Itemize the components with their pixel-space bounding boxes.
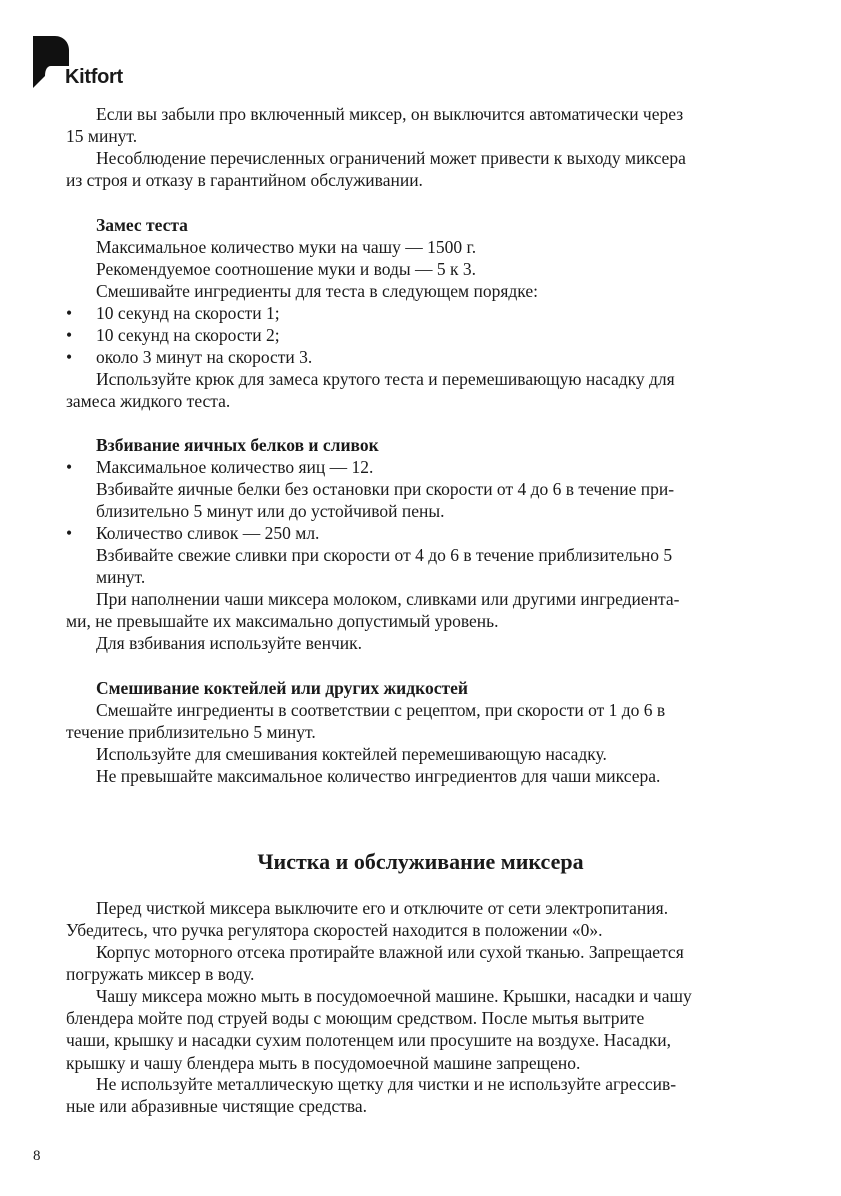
text-line: из строя и отказу в гарантийном обслуживании. <box>66 170 423 191</box>
text-line: течение приблизительно 5 минут. <box>66 722 316 743</box>
paragraph-cream <box>96 544 776 588</box>
text-line: 15 минут. <box>66 126 138 147</box>
text-line: При наполнении чаши миксера молоком, сливками или другими ингредиента- <box>96 589 680 609</box>
text-line: Максимальное количество муки на чашу — 1500 г. <box>96 237 477 257</box>
paragraph-bowl-washing <box>66 985 776 1074</box>
text-line: Взбивайте свежие сливки при скорости от 4 до 6 в течение приблизительно 5 <box>96 545 673 565</box>
list-item-text: около 3 минут на скорости 3. <box>96 347 313 367</box>
heading-cocktails: Смешивание коктейлей или других жидкостей <box>96 678 468 698</box>
section-title: Чистка и обслуживание миксера <box>257 849 584 874</box>
list-item-text: Количество сливок — 250 мл. <box>96 523 320 543</box>
heading-whipping: Взбивание яичных белков и сливок <box>96 435 379 455</box>
text-line: минут. <box>96 567 146 588</box>
text-line: Чашу миксера можно мыть в посудомоечной машине. Крышки, насадки и чашу <box>96 986 692 1006</box>
text-line <box>66 236 776 258</box>
text-line: Взбивайте яичные белки без остановки при скорости от 4 до 6 в течение при- <box>96 479 675 499</box>
paragraph-no-metal-brush <box>66 1073 776 1117</box>
text-line: близительно 5 минут или до устойчивой пены. <box>96 501 445 522</box>
text-line <box>66 743 776 765</box>
text-line: ные или абразивные чистящие средства. <box>66 1096 368 1117</box>
paragraph-hook <box>66 368 776 412</box>
paragraph-fill-level <box>66 588 776 632</box>
text-line <box>66 765 776 787</box>
kitfort-logo <box>33 36 143 92</box>
text-line: блендера мойте под струей воды с моющим средством. После мытья вытрите <box>66 1008 645 1029</box>
brand-name: Kitfort <box>65 66 123 88</box>
text-line <box>66 632 776 654</box>
text-line: ми, не превышайте их максимально допустимый уровень. <box>66 611 499 632</box>
text-line: Рекомендуемое соотношение муки и воды — 5 к 3. <box>96 259 477 279</box>
text-line: Перед чисткой миксера выключите его и отключите от сети электропитания. <box>96 898 669 918</box>
text-line: Корпус моторного отсека протирайте влажной или сухой тканью. Запрещается <box>96 942 684 962</box>
text-line: погружать миксер в воду. <box>66 964 255 985</box>
text-line: Не используйте металлическую щетку для чистки и не используйте агрессив- <box>96 1074 677 1094</box>
paragraph-egg-whites <box>96 478 776 522</box>
text-line: Смешивайте ингредиенты для теста в следующем порядке: <box>96 281 538 301</box>
paragraph-cocktails <box>66 699 776 743</box>
text-line: Смешайте ингредиенты в соответствии с рецептом, при скорости от 1 до 6 в <box>96 700 666 720</box>
text-line: Убедитесь, что ручка регулятора скоростей находится в положении «0». <box>66 920 603 941</box>
list-item-text: Максимальное количество яиц — 12. <box>96 457 374 477</box>
paragraph-auto-off <box>66 103 776 147</box>
bullet-icon: • <box>66 457 73 477</box>
list-item-text: 10 секунд на скорости 1; <box>96 303 280 323</box>
bullet-icon: • <box>66 523 73 543</box>
text-line: замеса жидкого теста. <box>66 391 231 412</box>
text-line <box>66 280 776 302</box>
list-item-text: 10 секунд на скорости 2; <box>96 325 280 345</box>
text-line: Для взбивания используйте венчик. <box>96 633 363 653</box>
bullet-icon: • <box>66 347 73 367</box>
paragraph-before-cleaning <box>66 897 776 941</box>
text-line: чаши, крышку и насадки сухим полотенцем или просушите на воздухе. Насадки, <box>66 1030 671 1051</box>
text-line: Используйте крюк для замеса крутого теста и перемешивающую насадку для <box>96 369 675 389</box>
paragraph-warranty <box>66 147 776 191</box>
page-number: 8 <box>33 1148 41 1164</box>
bullet-icon: • <box>66 325 73 345</box>
text-line: Несоблюдение перечисленных ограничений может привести к выходу миксера <box>96 148 686 168</box>
text-line: Не превышайте максимальное количество ингредиентов для чаши миксера. <box>96 766 661 786</box>
bullet-icon: • <box>66 303 73 323</box>
text-line: Используйте для смешивания коктейлей перемешивающую насадку. <box>96 744 607 764</box>
heading-dough: Замес теста <box>96 215 188 235</box>
text-line: Если вы забыли про включенный миксер, он выключится автоматически через <box>96 104 684 124</box>
text-line: крышку и чашу блендера мыть в посудомоечной машине запрещено. <box>66 1052 581 1073</box>
paragraph-motor-housing <box>66 941 776 985</box>
text-line <box>66 258 776 280</box>
